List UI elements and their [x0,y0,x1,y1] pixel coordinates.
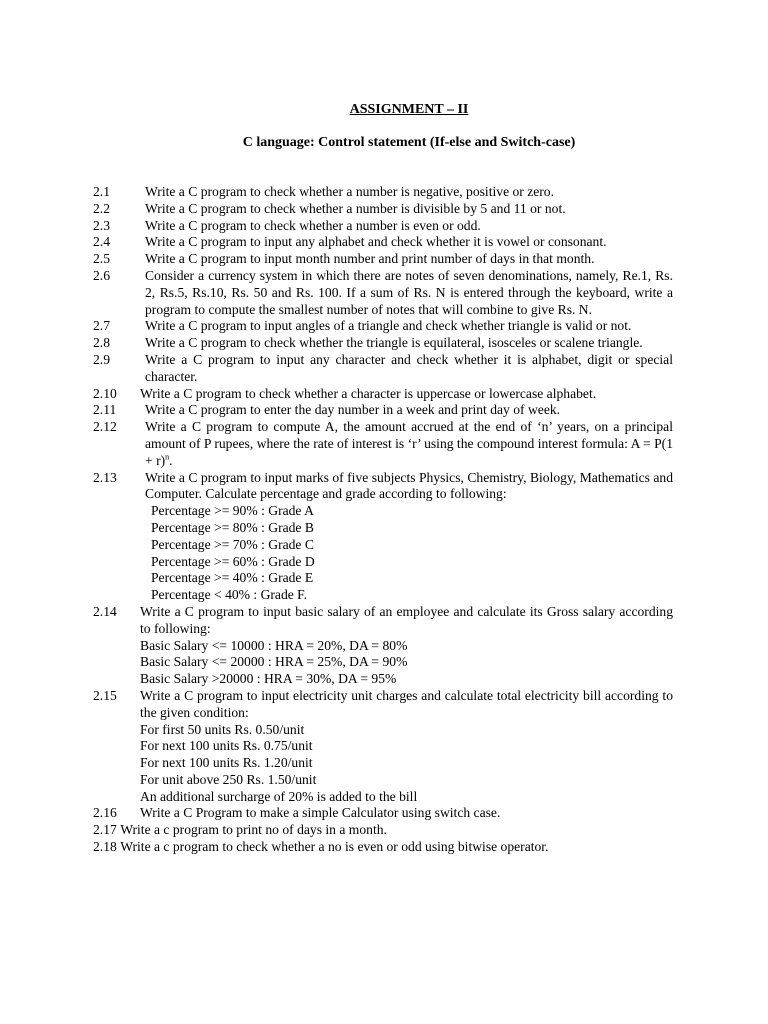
question-text: Write a C program to input any alphabet and check whether it is vowel or consonant. [145,234,607,250]
question-item [93,402,673,419]
question-number: 2.2 [93,200,110,216]
question-number: 2.12 [93,419,117,435]
question-number: 2.16 [93,805,117,821]
question-text: Consider a currency system in which there are notes of seven denominations, namely, Re.1, Rs. 2, Rs.5, Rs.10, Rs. 50 and Rs. 100. If a sum of Rs. N is entered through the keyboard, write a program to compute the smallest number of notes that will combine to give Rs. N. [145,267,673,317]
grade-line: Percentage >= 90% : Grade A [151,503,314,519]
question-text: Write a c program to print no of days in a month. [120,822,387,838]
question-text: Write a C program to check whether the triangle is equilateral, isosceles or scalene triangle. [145,335,643,351]
grade-line: Percentage >= 70% : Grade C [151,536,314,552]
question-text-body: Write a C program to input basic salary of an employee and calculate its Gross salary according to following: [140,603,673,636]
rate-line: For next 100 units Rs. 1.20/unit [140,755,313,771]
question-text-body: Write a C program to compute A, the amount accrued at the end of ‘n’ years, on a principal amount of P rupees, where the rate of interest is ‘r’ using the compound interest formula: A = P(1 + r) [145,419,674,468]
grade-line: Percentage >= 80% : Grade B [151,519,314,535]
question-number: 2.13 [93,469,117,485]
rate-line: For unit above 250 Rs. 1.50/unit [140,771,317,787]
question-text: Write a C Program to make a simple Calculator using switch case. [140,805,501,821]
rate-line: For next 100 units Rs. 0.75/unit [140,738,313,754]
question-text [145,419,673,469]
question-text-body: Write a C program to input marks of five subjects Physics, Chemistry, Biology, Mathematics and Computer. Calculate percentage and grade according to following: [145,469,673,502]
assignment-subtitle: C language: Control statement (If-else and Switch-case) [242,135,576,150]
question-number: 2.4 [93,234,110,250]
question-text: Write a C program to input any character and check whether it is alphabet, digit or special character. [145,351,673,384]
question-item [93,805,673,822]
question-item [93,201,673,218]
question-item [93,335,673,352]
question-text: Write a C program to check whether a character is uppercase or lowercase alphabet. [140,385,597,401]
question-text [140,604,673,688]
question-item [93,251,673,268]
question-text: Write a c program to check whether a no is even or odd using bitwise operator. [120,839,549,855]
question-item [93,470,673,604]
assignment-title: ASSIGNMENT – II [349,102,469,117]
question-item [93,268,673,318]
question-text: Write a C program to check whether a number is even or odd. [145,217,481,233]
grade-line: Percentage < 40% : Grade F. [151,587,308,603]
question-number: 2.6 [93,267,110,283]
question-item [93,184,673,201]
question-text: Write a C program to check whether a number is divisible by 5 and 11 or not. [145,200,566,216]
question-item [93,822,673,839]
salary-line: Basic Salary <= 10000 : HRA = 20%, DA = 80% [140,637,408,653]
grade-line: Percentage >= 40% : Grade E [151,570,314,586]
question-item [93,688,673,806]
question-list [93,184,673,856]
question-item [93,234,673,251]
question-number: 2.9 [93,351,110,367]
question-item [93,352,673,386]
exponent: n [165,452,170,462]
grade-line: Percentage >= 60% : Grade D [151,553,315,569]
question-text: Write a C program to check whether a number is negative, positive or zero. [145,184,555,199]
question-number: 2.3 [93,217,110,233]
salary-line: Basic Salary >20000 : HRA = 30%, DA = 95% [140,671,397,687]
question-text [140,688,673,806]
rate-line: For first 50 units Rs. 0.50/unit [140,721,305,737]
question-number: 2.14 [93,603,117,619]
question-number: 2.8 [93,335,110,351]
question-item [93,604,673,688]
question-text-tail: . [169,452,173,468]
question-number: 2.5 [93,251,110,267]
question-number: 2.15 [93,687,117,703]
question-item [93,839,673,856]
question-item [93,318,673,335]
question-number: 2.18 [93,839,117,855]
question-number: 2.10 [93,385,117,401]
question-number: 2.11 [93,402,117,418]
question-item [93,218,673,235]
salary-line: Basic Salary <= 20000 : HRA = 25%, DA = 90% [140,654,408,670]
question-item [93,419,673,469]
question-number: 2.1 [93,184,110,199]
question-item [93,386,673,403]
question-text: Write a C program to input angles of a triangle and check whether triangle is valid or not. [145,318,632,334]
question-text-body: Write a C program to input electricity unit charges and calculate total electricity bill according to the given condition: [140,687,673,720]
rate-line: An additional surcharge of 20% is added to the bill [140,788,418,804]
question-text: Write a C program to input month number and print number of days in that month. [145,251,595,267]
question-number: 2.17 [93,822,117,838]
question-number: 2.7 [93,318,110,334]
question-text [145,470,673,604]
question-text: Write a C program to enter the day number in a week and print day of week. [145,402,561,418]
